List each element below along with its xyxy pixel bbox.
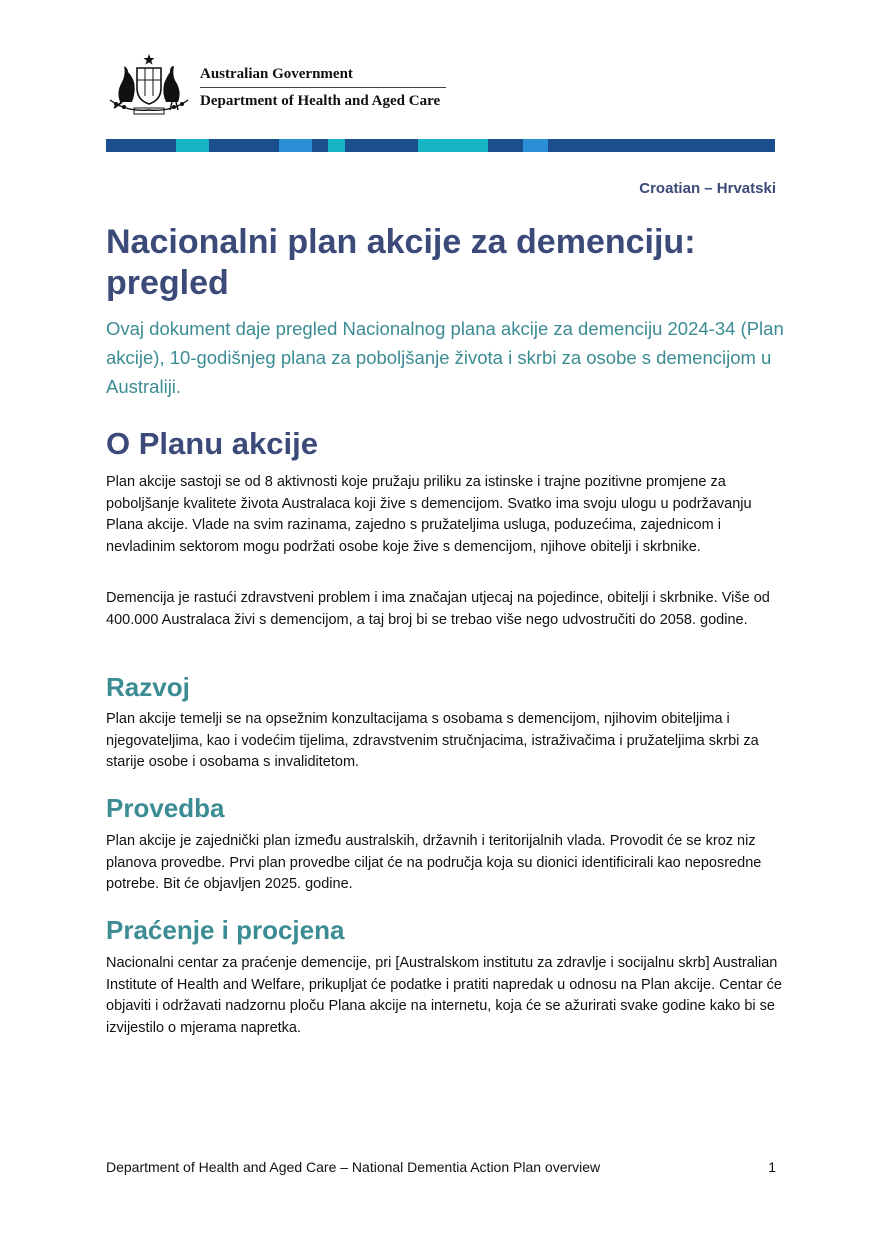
brand-bar-segment (242, 139, 279, 152)
brand-bar-segment (631, 139, 677, 152)
government-name: Australian Government (200, 66, 353, 82)
brand-bar-segment (106, 139, 146, 152)
footer-text: Department of Health and Aged Care – National Dementia Action Plan overview (106, 1159, 601, 1175)
brand-bar-segment (677, 139, 723, 152)
brand-bar-segment (548, 139, 585, 152)
section-heading-monitoring: Praćenje i procjena (106, 915, 345, 945)
about-paragraph-1: Plan akcije sastoji se od 8 aktivnosti koje pružaju priliku za istinske i trajne pozitivne promjene za poboljšanje kvalitete života Australaca koji žive s demencijom. Svatko ima svoju ulogu u podržavanju Plana akcije. Vlade na svim razinama, zajedno s pružateljima usluga, poduzećima, zajednicom i nevladinim sektorom mogu podržati osobe koje žive s demencijom, njihove obitelji i skrbnike. (106, 474, 752, 555)
about-paragraph-2: Demencija je rastući zdravstveni problem i ima značajan utjecaj na pojedince, obitelji i skrbnike. Više od 400.000 Australaca živi s demencijom, a taj broj bi se trebao više nego udvostručiti do 2058. godine. (106, 590, 770, 628)
brand-bar-segment (345, 139, 400, 152)
section-heading-about: O Planu akcije (106, 426, 318, 461)
brand-bar-segment (279, 139, 312, 152)
brand-bar-segment (723, 139, 760, 152)
brand-bar-segment (488, 139, 523, 152)
brand-bar-segment (759, 139, 775, 152)
intro-paragraph: Ovaj dokument daje pregled Nacionalnog plana akcije za demenciju 2024-34 (Plan akcije), 10-godišnjeg plana za poboljšanje života i skrbi za osobe s demencijom u Australiji. (106, 318, 784, 397)
header-divider (200, 87, 446, 88)
brand-bar-segment (585, 139, 631, 152)
page-number: 1 (768, 1159, 776, 1175)
brand-bar-segment (523, 139, 549, 152)
monitoring-paragraph: Nacionalni centar za praćenje demencije, pri [Australskom institutu za zdravlje i socijalnu skrb] Australian Institute of Health and Welfare, prikupljat će podatke i pratiti napredak u odnosu na Plan akcije. Centar će objaviti i održavati nadzornu ploču Plana akcije na internetu, koja će se ažurirati svake godine kako bi se izvijestilo o mjerama napretka. (106, 955, 782, 1036)
government-header (106, 52, 546, 118)
brand-bar-segment (312, 139, 329, 152)
brand-bar-segment (146, 139, 175, 152)
brand-bar-segment (209, 139, 242, 152)
department-name: Department of Health and Aged Care (200, 93, 441, 109)
brand-bar-segment (455, 139, 488, 152)
coat-of-arms-logo (106, 52, 192, 116)
section-heading-development: Razvoj (106, 672, 190, 702)
brand-bar-segment (418, 139, 455, 152)
development-paragraph: Plan akcije temelji se na opsežnim konzultacijama s osobama s demencijom, njihovim obiteljima i njegovateljima, kao i vodećim tijelima, zdravstvenim stručnjacima, istraživačima i pružateljima skrbi za starije osobe i osobama s invaliditetom. (106, 711, 759, 770)
section-heading-implementation: Provedba (106, 793, 225, 823)
brand-bar-segment (328, 139, 345, 152)
document-title: Nacionalni plan akcije za demenciju: pregled (106, 223, 696, 302)
implementation-paragraph: Plan akcije je zajednički plan između australskih, državnih i teritorijalnih vlada. Provodit će se kroz niz planova provedbe. Prvi plan provedbe ciljat će na područja koja su dionici identificirali kao neposredne potrebe. Bit će objavljen 2025. godine. (106, 833, 762, 892)
language-label: Croatian – Hrvatski (639, 180, 776, 197)
brand-bar-segment (176, 139, 209, 152)
brand-color-bar (106, 139, 775, 152)
brand-bar-segment (400, 139, 418, 152)
